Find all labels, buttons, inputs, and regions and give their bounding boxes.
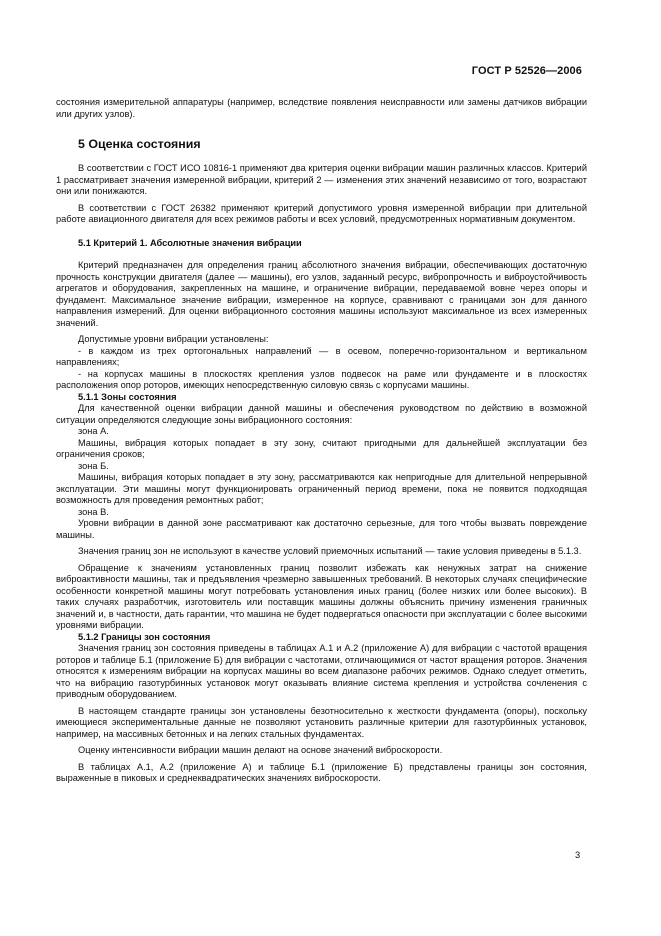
paragraph: Критерий предназначен для определения границ абсолютного значения вибрации, обеспечивающих достаточную прочность конструкции двигателя (далее — машины), его узлов, заданный ресурс, вибропрочность и виброустойчивость агрегатов и оборудования, закрепленных на машине, и ограничение вибрации, передаваемой вовне через опоры и фундамент. Максимальное значение вибрации, измеренное на корпусе, сравнивают с границами зон для данного направления измерений. Для оценки вибрационного состояния машины используют максимальное из всех измеренных значений. [56,260,587,328]
paragraph: состояния измерительной аппаратуры (например, вследствие появления неисправности или замены датчиков вибрации или других узлов). [56,97,587,119]
zone-label: зона А. [78,426,109,436]
paragraph: Обращение к значениям установленных границ позволит избежать как ненужных затрат на снижение виброактивности машины, так и предъявления чрезмерно завышенных требований. В некоторых случаях специфические особенности конкретной машины могут потребовать установления иных границ (более низких или более высоких). В таких случаях разработчик, изготовитель или поставщик машины должны объяснить причину изменения граничных значений и, в частности, дать гарантии, что машина не будет подвергаться опасности при эксплуатации с более высокими уровнями вибрации. [56,562,587,630]
paragraph: В соответствии с ГОСТ ИСО 10816-1 применяют два критерия оценки вибрации машин различных классов. Критерий 1 рассматривает значения измеренной вибрации, критерий 2 — изменения этих значений независимо от того, возрастают они или понижаются. [56,163,587,196]
paragraph: Уровни вибрации в данной зоне рассматривают как достаточно серьезные, для того чтобы вызвать повреждение машины. [56,518,587,540]
page-number: 3 [575,850,581,860]
paragraph: Для качественной оценки вибрации данной машины и обеспечения руководством по действию в возможной ситуации определяются следующие зоны вибрационного состояния: [56,403,587,425]
document-number-header: ГОСТ Р 52526—2006 [471,65,582,77]
page-body [56,97,587,785]
list-item: - в каждом из трех ортогональных направлений — в осевом, поперечно-горизонтальном и вертикальном направлениях; [56,345,587,367]
paragraph: Значения границ зон не используют в качестве условий приемочных испытаний — такие условия приведены в 5.1.3. [78,546,582,556]
list-item: - на корпусах машины в плоскостях крепления узлов подвесок на раме или фундаменте и в плоскостях расположения опор роторов, имеющих непосредственную силовую связь с корпусами машины. [56,368,587,390]
paragraph: Значения границ зон состояния приведены в таблицах А.1 и А.2 (приложение А) для вибрации с частотой вращения роторов и таблице Б.1 (приложение Б) для вибрации с частотами, отличающимися от частот вращения роторов. Значения относятся к измерениям вибрации на корпусах машины во всем диапазоне рабочих режимов. Однако следует отметить, что на вибрацию газотурбинных установок могут оказывать влияние система крепления и устройства сочленения с приводным оборудованием. [56,643,587,699]
zone-label: зона В. [78,506,109,517]
section-heading-5-1-2: 5.1.2 Границы зон состояния [78,631,211,642]
paragraph: В соответствии с ГОСТ 26382 применяют критерий допустимого уровня измеренной вибрации при длительной работе авиационного двигателя для всех режимов работы и всех условий, предусмотренных нормативным документом. [56,202,587,224]
paragraph: В таблицах А.1, А.2 (приложение А) и таблице Б.1 (приложение Б) представлены границы зон состояния, выраженные в пиковых и среднеквадратических значениях виброскорости. [56,761,587,783]
paragraph: Машины, вибрация которых попадает в эту зону, рассматриваются как непригодные для длительной непрерывной эксплуатации. Эти машины могут функционировать ограниченный период времени, пока не появится подходящая возможность для проведения ремонтных работ; [56,472,587,505]
paragraph: Оценку интенсивности вибрации машин делают на основе значений виброскорости. [78,745,443,755]
paragraph: Допустимые уровни вибрации установлены: [78,334,269,344]
section-heading-5-1: 5.1 Критерий 1. Абсолютные значения вибрации [78,237,302,248]
zone-label: зона Б. [78,460,109,471]
paragraph: Машины, вибрация которых попадает в эту зону, считают пригодными для дальнейшей эксплуатации без ограничения сроков; [56,437,587,459]
section-heading-5: 5 Оценка состояния [78,137,201,151]
paragraph: В настоящем стандарте границы зон установлены безотносительно к жесткости фундамента (опоры), поскольку имеющиеся экспериментальные данные не позволяют установить различные критерии для газотурбинных установок, например, на массивных бетонных и на легких стальных фундаментах. [56,705,587,739]
section-heading-5-1-1: 5.1.1 Зоны состояния [78,391,177,402]
